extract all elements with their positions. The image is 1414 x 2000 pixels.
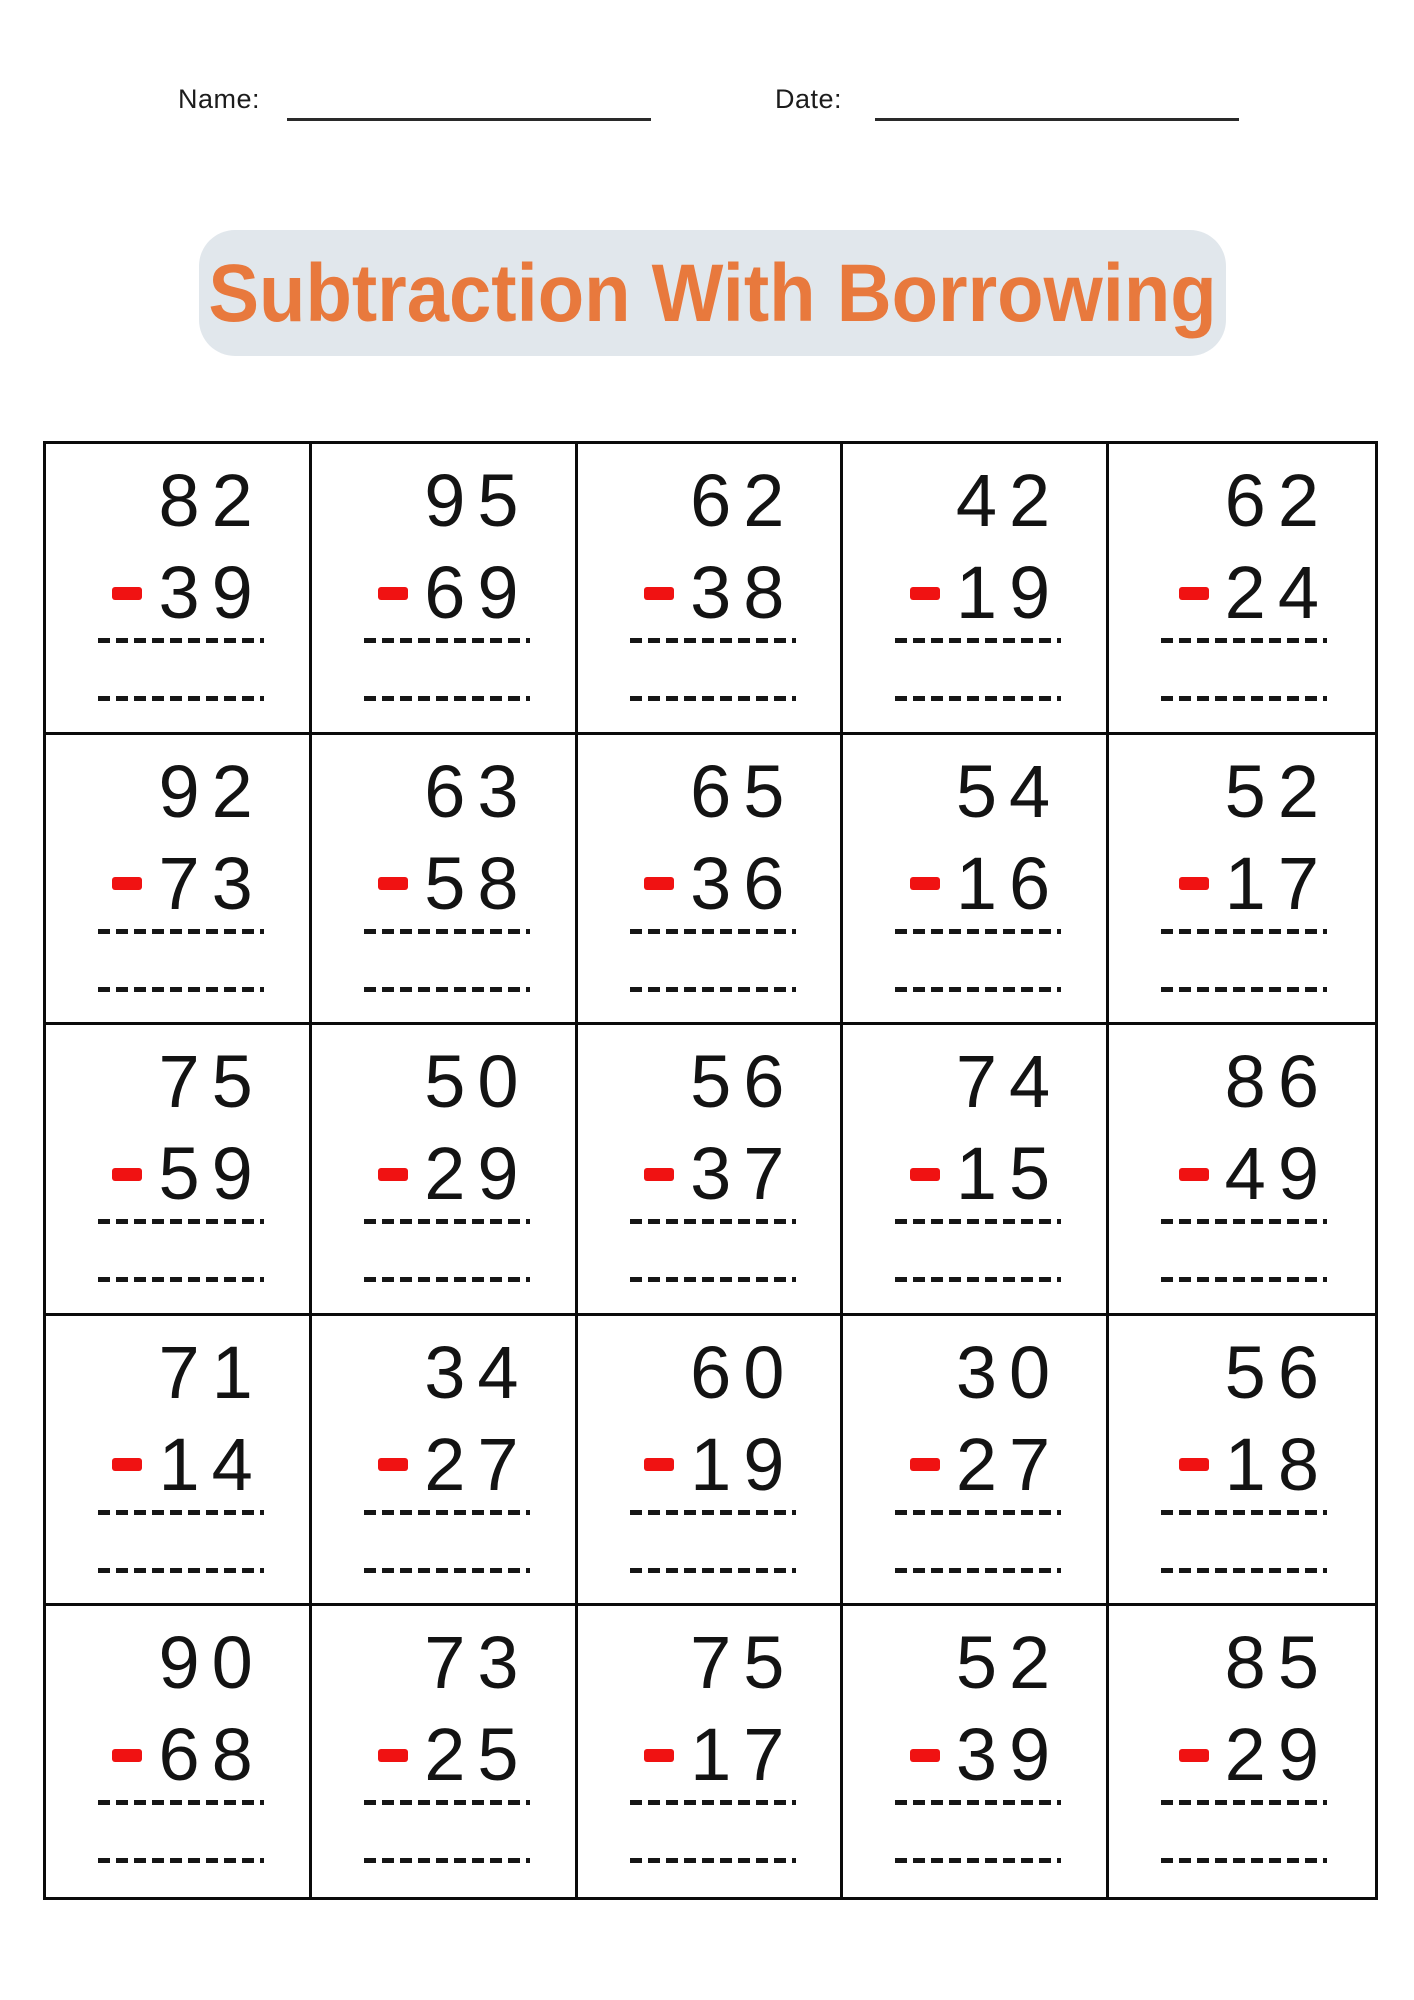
minuend: 54 [955,749,1063,833]
date-label: Date: [775,84,843,114]
answer-line-1 [98,1219,264,1224]
name-label: Name: [178,84,261,114]
minus-icon [1179,1749,1209,1762]
subtrahend: 73 [158,841,265,925]
answer-line-2 [364,1858,530,1863]
problem-cell [843,1025,1109,1316]
answer-line-2 [364,696,530,701]
answer-line-1 [1161,638,1327,643]
minus-icon [378,1749,408,1762]
minuend: 56 [690,1040,797,1124]
minus-icon [910,877,940,890]
problem-cell [578,1316,844,1607]
subtrahend: 24 [1224,551,1331,634]
title-banner [199,230,1226,356]
worksheet-grid [43,441,1378,1900]
subtrahend: 69 [424,551,531,634]
subtrahend: 29 [1224,1713,1331,1797]
name-blank-line [287,118,651,121]
problem-cell [46,1025,312,1316]
problem-cell [312,444,578,735]
subtrahend: 27 [955,1422,1063,1506]
minuend: 34 [424,1330,531,1414]
minuend: 74 [955,1040,1063,1124]
minuend: 92 [158,749,265,833]
minuend: 50 [424,1040,531,1124]
minuend: 52 [1224,749,1331,833]
problem-cell [1109,1316,1375,1607]
answer-line-1 [98,638,264,643]
subtrahend: 19 [690,1422,797,1506]
minuend: 63 [424,749,531,833]
subtraction-row [112,1422,265,1506]
subtrahend: 39 [158,551,265,634]
answer-line-2 [630,696,796,701]
subtraction-row [378,1132,531,1216]
answer-line-2 [630,1568,796,1573]
problem-cell [46,1606,312,1897]
subtraction-row [910,1713,1063,1797]
subtrahend: 17 [1224,841,1331,925]
minus-icon [1179,1458,1209,1471]
problem-cell [312,1025,578,1316]
answer-line-1 [630,1510,796,1515]
problem-cell [1109,444,1375,735]
answer-line-1 [1161,1800,1327,1805]
answer-line-1 [895,638,1061,643]
subtraction-row [1179,841,1331,925]
minus-icon [1179,587,1209,600]
subtrahend: 29 [424,1132,531,1216]
answer-line-1 [364,638,530,643]
subtrahend: 68 [158,1713,265,1797]
answer-line-2 [364,1568,530,1573]
answer-line-2 [364,1277,530,1282]
minus-icon [112,1749,142,1762]
problem-cell [46,1316,312,1607]
subtraction-row [910,551,1063,634]
minuend: 85 [1224,1621,1331,1705]
minus-icon [378,587,408,600]
subtrahend: 15 [955,1132,1063,1216]
answer-line-1 [364,1800,530,1805]
minus-icon [644,1749,674,1762]
answer-line-2 [98,696,264,701]
subtraction-row [644,841,797,925]
problem-cell [46,735,312,1026]
subtrahend: 27 [424,1422,531,1506]
answer-line-1 [895,1800,1061,1805]
minuend: 62 [690,459,797,542]
subtrahend: 19 [955,551,1063,634]
minuend: 62 [1224,459,1331,542]
subtraction-row [378,551,531,634]
minuend: 82 [158,459,265,542]
problem-cell [578,444,844,735]
answer-line-1 [895,1219,1061,1224]
subtrahend: 59 [158,1132,265,1216]
answer-line-2 [98,987,264,992]
minuend: 75 [690,1621,797,1705]
answer-line-1 [630,1800,796,1805]
subtraction-row [1179,551,1331,634]
answer-line-1 [364,1510,530,1515]
subtraction-row [378,1713,531,1797]
subtrahend: 14 [158,1422,265,1506]
problem-cell [578,735,844,1026]
answer-line-2 [98,1858,264,1863]
problem-cell [312,1316,578,1607]
minus-icon [112,877,142,890]
subtraction-row [1179,1132,1331,1216]
minus-icon [1179,1168,1209,1181]
answer-line-2 [895,696,1061,701]
subtraction-row [112,841,265,925]
minus-icon [378,1168,408,1181]
subtraction-row [910,841,1063,925]
minus-icon [644,1168,674,1181]
minuend: 56 [1224,1330,1331,1414]
answer-line-1 [1161,929,1327,934]
problem-cell [578,1025,844,1316]
subtrahend: 58 [424,841,531,925]
date-blank-line [875,118,1239,121]
subtraction-row [644,1132,797,1216]
answer-line-1 [98,1510,264,1515]
problem-cell [578,1606,844,1897]
minus-icon [644,877,674,890]
answer-line-2 [630,1277,796,1282]
answer-line-1 [630,1219,796,1224]
answer-line-1 [895,929,1061,934]
answer-line-2 [1161,987,1327,992]
problem-cell [1109,1025,1375,1316]
minus-icon [378,877,408,890]
answer-line-1 [1161,1510,1327,1515]
minuend: 90 [158,1621,265,1705]
minus-icon [378,1458,408,1471]
subtraction-row [112,551,265,634]
answer-line-2 [98,1277,264,1282]
minuend: 30 [955,1330,1063,1414]
problem-cell [843,1316,1109,1607]
answer-line-1 [895,1510,1061,1515]
subtrahend: 49 [1224,1132,1331,1216]
answer-line-2 [630,1858,796,1863]
minuend: 65 [690,749,797,833]
subtrahend: 18 [1224,1422,1331,1506]
minus-icon [644,587,674,600]
subtraction-row [378,841,531,925]
subtrahend: 36 [690,841,797,925]
subtrahend: 25 [424,1713,531,1797]
answer-line-2 [1161,1858,1327,1863]
subtraction-row [910,1422,1063,1506]
answer-line-1 [364,1219,530,1224]
subtraction-row [644,551,797,634]
subtraction-row [1179,1422,1331,1506]
answer-line-1 [98,929,264,934]
answer-line-1 [1161,1219,1327,1224]
minus-icon [1179,877,1209,890]
subtraction-row [1179,1713,1331,1797]
subtrahend: 37 [690,1132,797,1216]
answer-line-2 [1161,696,1327,701]
answer-line-1 [364,929,530,934]
minuend: 71 [158,1330,265,1414]
minus-icon [910,1749,940,1762]
minuend: 86 [1224,1040,1331,1124]
minuend: 52 [955,1621,1063,1705]
problem-cell [1109,735,1375,1026]
answer-line-2 [895,1568,1061,1573]
problem-cell [843,1606,1109,1897]
minus-icon [910,587,940,600]
subtraction-row [112,1132,265,1216]
subtrahend: 16 [955,841,1063,925]
answer-line-1 [98,1800,264,1805]
subtrahend: 17 [690,1713,797,1797]
answer-line-2 [98,1568,264,1573]
answer-line-1 [630,638,796,643]
minus-icon [112,1168,142,1181]
minus-icon [910,1168,940,1181]
problem-cell [46,444,312,735]
answer-line-2 [1161,1277,1327,1282]
minuend: 95 [424,459,531,542]
minuend: 42 [955,459,1063,542]
minuend: 60 [690,1330,797,1414]
answer-line-2 [364,987,530,992]
subtrahend: 38 [690,551,797,634]
subtraction-row [644,1422,797,1506]
page-title: Subtraction With Borrowing [208,247,1217,339]
problem-cell [312,1606,578,1897]
minus-icon [644,1458,674,1471]
minus-icon [112,1458,142,1471]
minuend: 73 [424,1621,531,1705]
answer-line-2 [895,987,1061,992]
answer-line-2 [895,1858,1061,1863]
problem-cell [843,735,1109,1026]
subtrahend: 39 [955,1713,1063,1797]
problem-cell [843,444,1109,735]
subtraction-row [112,1713,265,1797]
minus-icon [910,1458,940,1471]
answer-line-2 [1161,1568,1327,1573]
problem-cell [312,735,578,1026]
subtraction-row [910,1132,1063,1216]
problem-cell [1109,1606,1375,1897]
subtraction-row [378,1422,531,1506]
answer-line-1 [630,929,796,934]
answer-line-2 [895,1277,1061,1282]
subtraction-row [644,1713,797,1797]
answer-line-2 [630,987,796,992]
minuend: 75 [158,1040,265,1124]
minus-icon [112,587,142,600]
